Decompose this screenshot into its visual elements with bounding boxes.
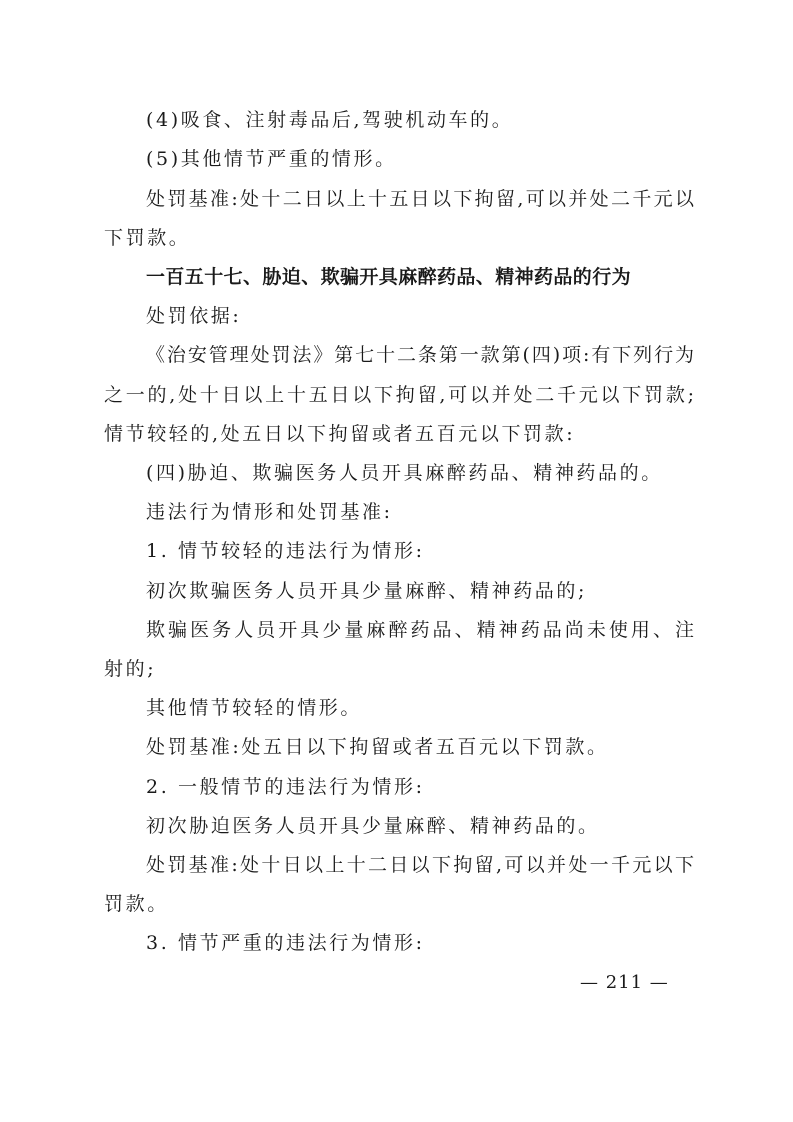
paragraph-line: 情节较轻的,处五日以下拘留或者五百元以下罚款:	[104, 423, 576, 445]
paragraph-line: 处罚基准:处十日以上十二日以下拘留,可以并处一千元以下	[146, 854, 694, 876]
paragraph-line: 罚款。	[104, 893, 169, 915]
page-number: — 211 —	[580, 972, 669, 993]
paragraph-line: 1. 情节较轻的违法行为情形:	[146, 540, 425, 562]
paragraph-line: (5)其他情节严重的情形。	[146, 148, 397, 170]
section-heading: 一百五十七、胁迫、欺骗开具麻醉药品、精神药品的行为	[146, 266, 632, 288]
paragraph-line: 欺骗医务人员开具少量麻醉药品、精神药品尚未使用、注	[146, 619, 694, 641]
paragraph-line: 下罚款。	[104, 227, 191, 249]
paragraph-line: 初次欺骗医务人员开具少量麻醉、精神药品的;	[146, 580, 588, 602]
paragraph-line: 射的;	[104, 658, 157, 680]
paragraph-line: 3. 情节严重的违法行为情形:	[146, 932, 425, 954]
paragraph-line: 初次胁迫医务人员开具少量麻醉、精神药品的。	[146, 815, 600, 837]
paragraph-line: 处罚基准:处五日以下拘留或者五百元以下罚款。	[146, 736, 609, 758]
paragraph-line: (4)吸食、注射毒品后,驾驶机动车的。	[146, 109, 514, 131]
paragraph-line: 《治安管理处罚法》第七十二条第一款第(四)项:有下列行为	[146, 344, 694, 366]
paragraph-line: 其他情节较轻的情形。	[146, 697, 363, 719]
paragraph-line: 之一的,处十日以上十五日以下拘留,可以并处二千元以下罚款;	[104, 384, 694, 406]
paragraph-line: (四)胁迫、欺骗医务人员开具麻醉药品、精神药品的。	[146, 462, 663, 484]
paragraph-line: 处罚依据:	[146, 305, 242, 327]
paragraph-line: 2. 一般情节的违法行为情形:	[146, 776, 425, 798]
paragraph-line: 处罚基准:处十二日以上十五日以下拘留,可以并处二千元以	[146, 188, 694, 210]
paragraph-line: 违法行为情形和处罚基准:	[146, 501, 393, 523]
